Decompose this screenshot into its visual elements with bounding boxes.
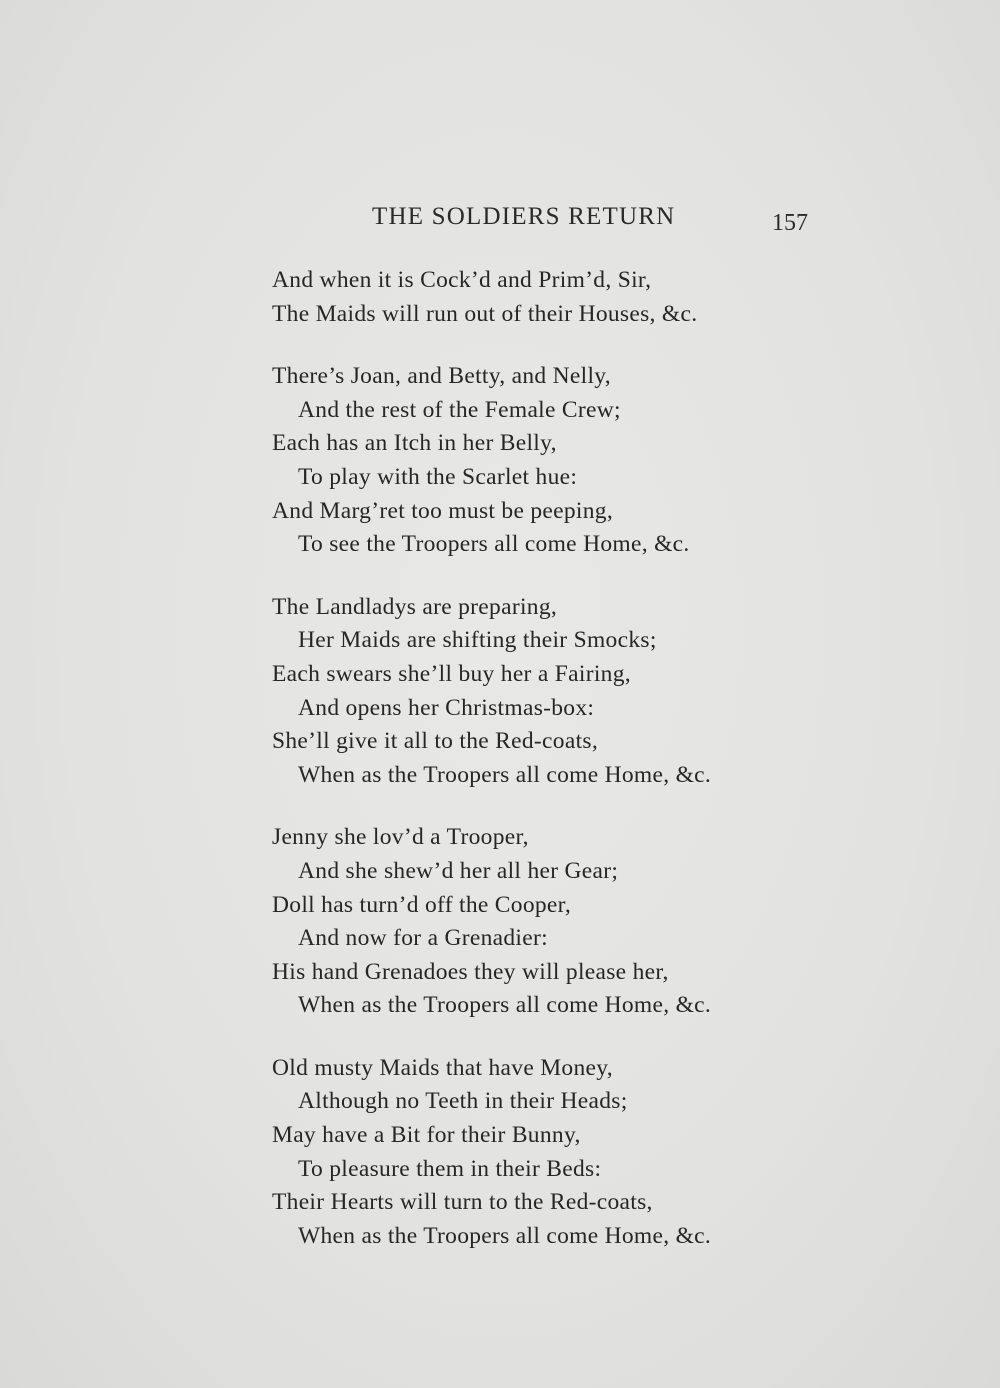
verse-line: The Maids will run out of their Houses, &c. (272, 300, 698, 327)
stanza (272, 591, 832, 793)
verse-line: She’ll give it all to the Red-coats, (272, 728, 599, 755)
verse-line: And now for a Grenadier: (298, 925, 548, 952)
verse-line: When as the Troopers all come Home, &c. (298, 992, 712, 1019)
verse-line: May have a Bit for their Bunny, (272, 1122, 581, 1149)
stanza (272, 360, 832, 562)
stanza (272, 1052, 832, 1254)
running-title: THE SOLDIERS RETURN (372, 203, 676, 230)
verse-line: Each has an Itch in her Belly, (272, 430, 557, 457)
verse-line: And the rest of the Female Crew; (298, 396, 621, 423)
verse-line: When as the Troopers all come Home, &c. (298, 761, 712, 788)
stanza (272, 264, 832, 331)
verse-line: Doll has turn’d off the Cooper, (272, 891, 572, 918)
verse-line: And Marg’ret too must be peeping, (272, 497, 614, 524)
verse-line: And opens her Christmas-box: (298, 694, 595, 721)
verse-line: There’s Joan, and Betty, and Nelly, (272, 363, 611, 390)
page-number: 157 (772, 210, 808, 236)
verse-line: Each swears she’ll buy her a Fairing, (272, 660, 631, 687)
verse-line: Old musty Maids that have Money, (272, 1054, 613, 1081)
verse-line: To pleasure them in their Beds: (298, 1155, 602, 1182)
verse-line: Jenny she lov’d a Trooper, (272, 824, 529, 851)
verse-line: Her Maids are shifting their Smocks; (298, 627, 657, 654)
verse-line: His hand Grenadoes they will please her, (272, 958, 669, 985)
verse-line: And when it is Cock’d and Prim’d, Sir, (272, 267, 652, 293)
verse-line: To play with the Scarlet hue: (298, 463, 578, 490)
verse-line: To see the Troopers all come Home, &c. (298, 531, 690, 558)
stanza (272, 821, 832, 1023)
verse-line: When as the Troopers all come Home, &c. (298, 1222, 712, 1249)
poem-body (272, 264, 832, 1253)
verse-line: And she shew’d her all her Gear; (298, 857, 619, 884)
verse-line: Although no Teeth in their Heads; (298, 1088, 628, 1115)
verse-line: Their Hearts will turn to the Red-coats, (272, 1189, 653, 1216)
verse-line: The Landladys are preparing, (272, 593, 558, 620)
